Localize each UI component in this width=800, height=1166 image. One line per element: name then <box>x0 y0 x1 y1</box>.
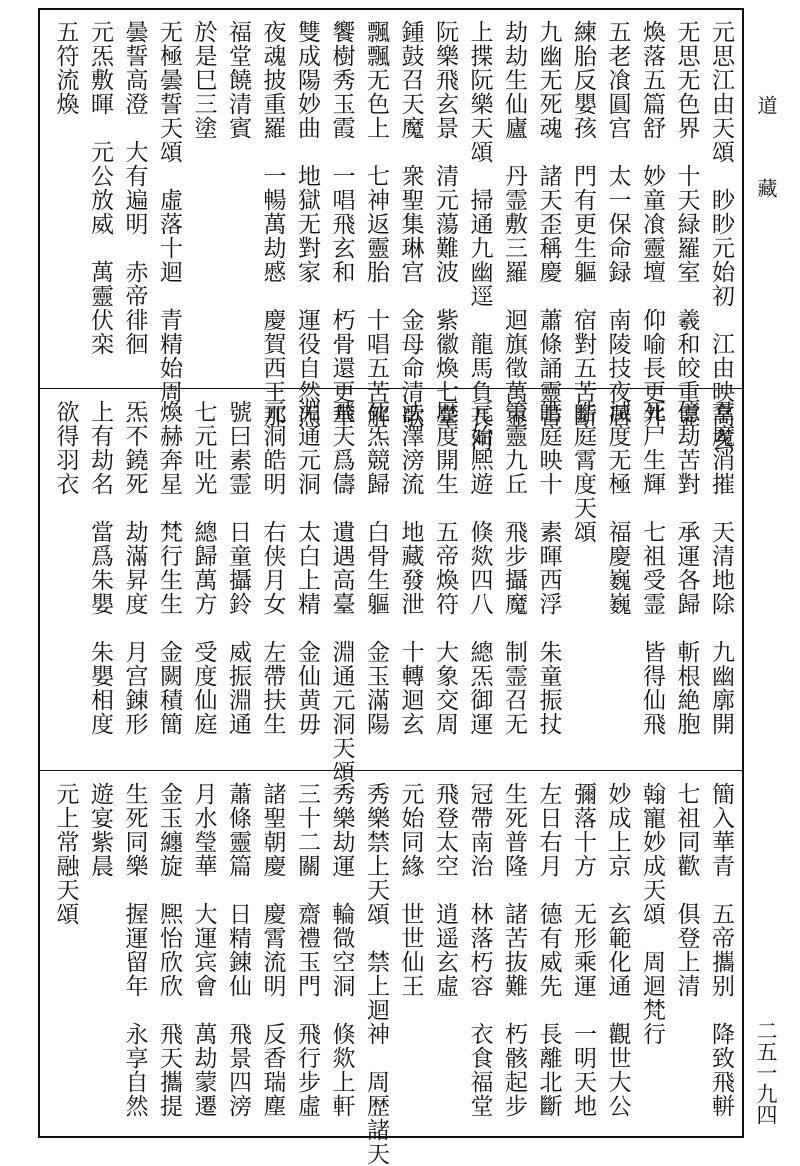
page-number: 二五一九四 <box>754 1020 778 1125</box>
text-column: 號曰素霊 日童攝鈴 威振淵通 <box>225 400 251 736</box>
text-column: 於是巳三塗 <box>190 20 217 236</box>
text-column: 金玉纏旋 熈怡欣欣 飛天攜提 <box>156 782 182 1118</box>
text-column: 元上常融天頌 <box>52 782 79 926</box>
text-column: 羣魔消摧 天清地除 九幽廓開 <box>708 400 734 736</box>
text-column: 无思无色界 十天緑羅室 羲和皎重霊 <box>673 20 700 428</box>
text-panel-middle <box>40 390 742 784</box>
text-column: 元始熈遊 倏欻四八 總炁御運 <box>466 400 493 736</box>
text-column: 練胎反嬰孩 門有更生軀 宿對五苦斷 <box>570 20 596 428</box>
text-column: 死尸生輝 七祖受霊 皆得仙飛 <box>639 400 665 736</box>
text-column: 蕭條靈篇 日精錬仙 飛景四滂 <box>225 782 251 1118</box>
text-column: 飛登太空 逍遥玄虛 <box>432 782 458 998</box>
text-column: 皓庭霄度天頌 <box>570 400 596 544</box>
text-column: 九幽无死魂 諸天歪稱慶 蕭條誦靈書 <box>535 20 562 428</box>
margin-title-dao: 道 <box>754 95 778 115</box>
text-column: 欲得羽衣 <box>52 400 79 496</box>
text-column: 策靈九丘 飛步攝魔 制霊召无 <box>501 400 527 736</box>
text-column: 秀樂禁上天頌 禁上迴神 周歴諸天 <box>363 782 389 1166</box>
text-column: 元炁敷暉 元公放威 萬靈伏栾 <box>87 20 113 356</box>
text-column: 炁不鐃死 劫滿昇度 月宫錬形 <box>121 400 148 736</box>
text-column: 妙成上京 玄範化通 觀世大公 <box>604 782 631 1118</box>
text-column: 七元吐光 總歸萬方 受度仙庭 <box>190 400 217 736</box>
text-column: 元思江由天頌 眇眇元始初 江由映高玄 <box>708 20 734 452</box>
text-column: 煥落五篇舒 妙童飡靈壇 仰喻長更井 <box>639 20 665 428</box>
text-column: 冠帶南治 林落朽容 衣食福堂 <box>466 782 493 1118</box>
text-column: 夜魂披重羅 一暢萬劫慼 慶賀西王那 <box>259 20 286 428</box>
text-column: 福堂饒清賓 <box>225 20 251 236</box>
text-column: 翰寵妙成天頌 周迴梵行 <box>639 782 665 1046</box>
page-frame <box>38 8 744 1166</box>
text-column: 遊宴紫晨 <box>87 782 113 878</box>
text-column: 元始同緣 世世仙王 <box>397 782 424 998</box>
text-column: 生死同樂 握運留年 永享自然 <box>121 782 148 1118</box>
text-column: 劫劫生仙廬 丹霊敷三羅 迴旗徵萬霊 <box>501 20 527 428</box>
text-column: 死炁競歸 白骨生軀 金玉滿陽 <box>363 400 389 736</box>
text-column: 阮樂飛玄景 清元蕩難波 紫徽煥七臺 <box>432 20 458 428</box>
text-column: 雙成陽妙曲 地獄无對家 運役自然炁 <box>294 20 320 428</box>
text-column: 上揲阮樂天頌 掃通九幽逕 龍馬負長河 <box>466 20 493 452</box>
text-column: 秀樂劫運 輪㣲空洞 倏欻上軒 <box>328 782 355 1118</box>
text-column: 左日右月 德有威先 長離北斷 <box>535 782 562 1118</box>
text-column: 億劫苦對 承運各歸 斬根絶胞 <box>673 400 700 736</box>
text-column: 五符流煥 <box>52 20 79 116</box>
text-column: 皓庭映十 素暉西浮 朱童振扙 <box>535 400 562 736</box>
text-panel-bottom <box>40 772 742 1166</box>
text-column: 三十二關 齋禮玉門 飛行步虛 <box>294 782 320 1118</box>
section-divider <box>40 770 742 771</box>
text-column: 元洞皓明 右侠月女 左帶扶生 <box>259 400 286 736</box>
margin-title-zang: 藏 <box>754 178 778 198</box>
text-column: 生死普隆 諸苦抜難 朽骸起步 <box>501 782 527 1118</box>
text-column: 滅度无極 福慶巍巍 <box>604 400 631 616</box>
text-column: 煥赫奔星 梵行生生 金闕積簡 <box>156 400 182 736</box>
text-column: 上有劫名 當爲朱嬰 朱嬰相度 <box>87 400 113 736</box>
text-column: 彌落十方 无形乘運 一明天地 <box>570 782 596 1118</box>
text-column: 五老飡圓宫 太一保命録 南陵技夜居 <box>604 20 631 428</box>
text-column: 七祖同歡 俱登上清 <box>673 782 700 998</box>
text-column: 歴度開生 五帝煥符 大象交周 <box>432 400 458 736</box>
text-column: 曇誓高澄 大有遍明 赤帝徘徊 <box>121 20 148 356</box>
text-column: 月水瑩華 大運宾會 萬劫蒙遷 <box>190 782 217 1118</box>
text-column: 簡入華青 五帝攜别 降致飛軿 <box>708 782 734 1118</box>
text-column: 鍾鼓召天魔 衆聖集琳宫 金母命清歌 <box>397 20 424 428</box>
text-column: 法澤滂流 地藏發泄 十轉迴玄 <box>397 400 424 736</box>
text-column: 飄飄无色上 七神返靈胎 十唱五苦解 <box>363 20 389 428</box>
text-column: 諸聖朝慶 慶霄流明 反香瑞塵 <box>259 782 286 1118</box>
text-column: 飛天爲儔 遺遇高臺 淵通元洞天頌 <box>328 400 355 784</box>
text-column: 无極曇誓天頌 虛落十迴 青精始周 <box>156 20 182 404</box>
text-column: 淵通元洞 太白上精 金仙黄毋 <box>294 400 320 736</box>
text-column: 饗樹秀玉霞 一唱飛玄和 朽骨還更華 <box>328 20 355 428</box>
